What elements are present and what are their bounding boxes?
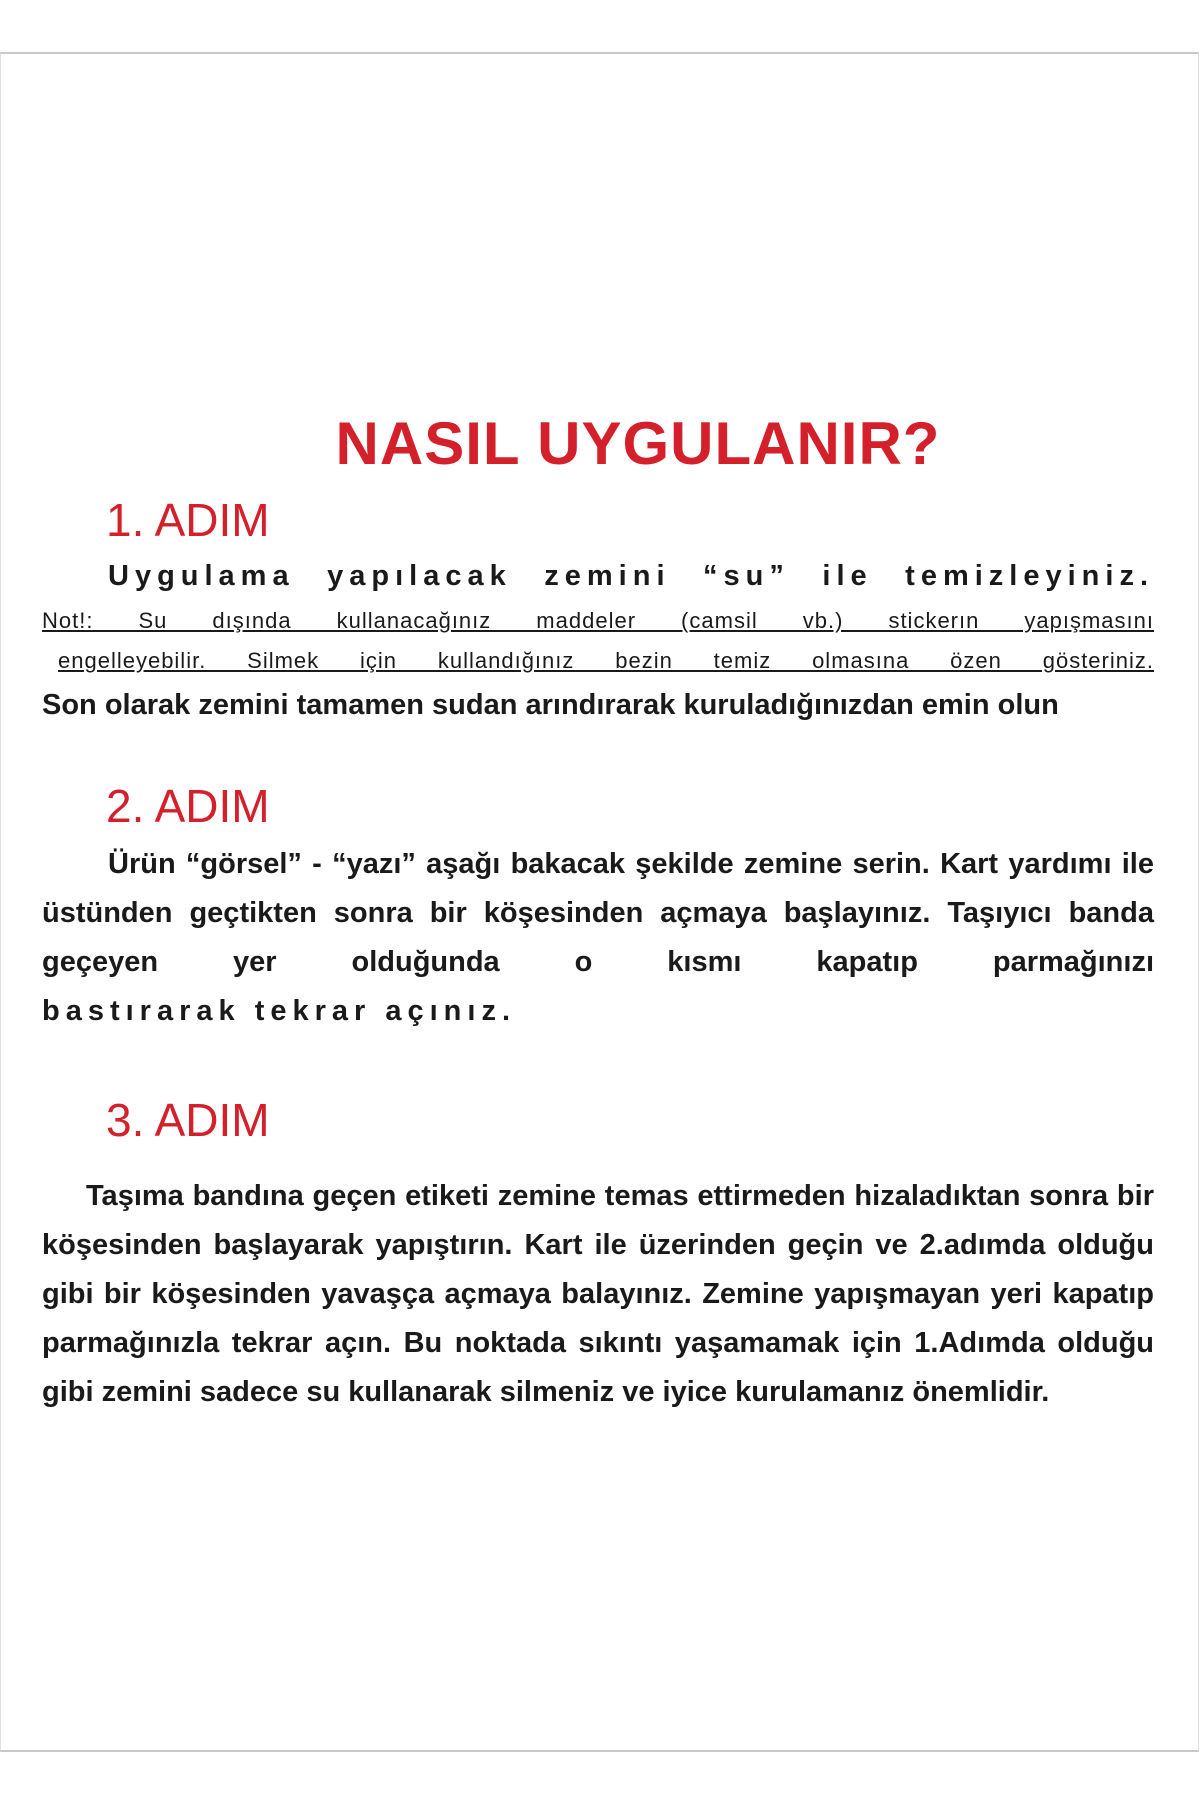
instructions-content bbox=[42, 400, 1154, 1417]
step-3-heading: 3. ADIM bbox=[106, 1094, 270, 1146]
step-3-body: Taşıma bandına geçen etiketi zemine temas ettirmeden hizaladıktan sonra bir köşesinden başlayarak yapıştırın. Kart ile üzerinden geçin ve 2.adımda olduğu gibi bir köşesinden yavaşça açmaya balayınız. Zemine yapışmayan yeri kapatıp parmağınızla tekrar açın. Bu noktada sıkıntı yaşamamak için 1.Adımda olduğu gibi zemini sadece su kullanarak silmeniz ve iyice kurulamanız önemlidir. bbox=[42, 1180, 1154, 1408]
step-1-note-line-1: Not!: Su dışında kullanacağınız maddeler (camsil vb.) stickerın yapışmasını bbox=[42, 608, 1154, 633]
step-2-heading: 2. ADIM bbox=[106, 780, 270, 832]
step-2-body: Ürün “görsel” - “yazı” aşağı bakacak şekilde zemine serin. Kart yardımı ile üstünden geçtikten sonra bir köşesinden açmaya başlayınız. Taşıyıcı banda geçeyen yer olduğunda o kısmı kapatıp parmağınızı bbox=[42, 848, 1154, 978]
step-2-body-end: bastırarak tekrar açınız. bbox=[42, 995, 517, 1027]
step-1-note-line-2: engelleyebilir. Silmek için kullandığınız bezin temiz olmasına özen gösteriniz. bbox=[58, 648, 1154, 673]
step-2 bbox=[42, 778, 1154, 1036]
page-title: NASIL UYGULANIR? bbox=[335, 410, 941, 477]
step-1 bbox=[42, 492, 1154, 730]
step-3-body-wrap bbox=[42, 1172, 1154, 1417]
step-1-heading: 1. ADIM bbox=[106, 494, 270, 546]
step-1-lead: Uygulama yapılacak zemini “su” ile temizleyiniz. bbox=[108, 560, 1154, 592]
step-1-closing: Son olarak zemini tamamen sudan arındırarak kuruladığınızdan emin olun bbox=[42, 689, 1059, 721]
step-3 bbox=[42, 1092, 1154, 1417]
